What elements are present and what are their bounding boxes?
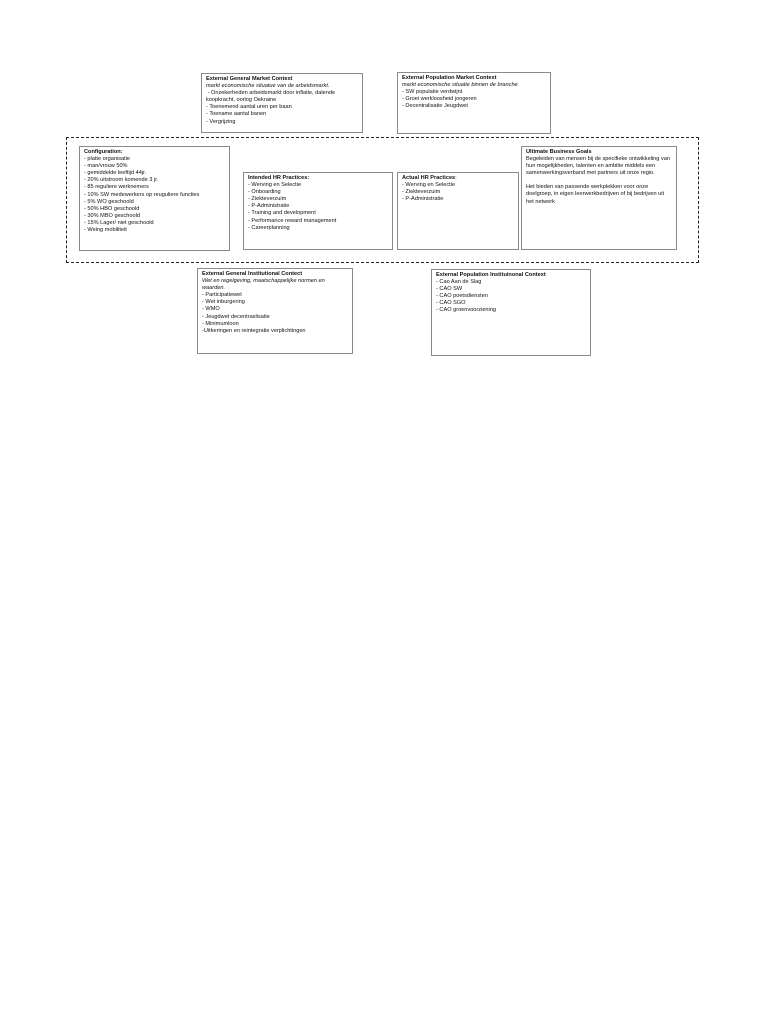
box-subtitle: Wet en regelgeving, maatschappelijke normen en waarden. bbox=[202, 278, 325, 292]
list-item: - platte organisatie bbox=[84, 156, 131, 163]
goal-paragraph: Het bieden van passende werkplekken voor onze doelgroep, in eigen leerwerkbedrijven of bij bedrijven uit het netwerk bbox=[526, 184, 665, 205]
list-item: - CAO SGO bbox=[436, 300, 466, 307]
list-item: - Jeugdwet decentraslisatie bbox=[202, 313, 270, 320]
list-item: - CAO poetsdiensten bbox=[436, 293, 488, 300]
actual-hr-practices-box bbox=[397, 172, 519, 250]
list-item: - SW populatie verdwijnt bbox=[402, 89, 463, 96]
list-item: - Performance reward management bbox=[248, 217, 337, 224]
list-item: - Training and development bbox=[248, 210, 316, 217]
external-population-market-context-box bbox=[397, 72, 551, 134]
box-title: Intended HR Practices: bbox=[248, 175, 310, 181]
list-item: - Onboarding bbox=[248, 189, 281, 196]
list-item: - Toenemend aantal uren per baan bbox=[206, 104, 292, 111]
list-item: - man/vrouw 50% bbox=[84, 163, 128, 170]
list-item: - Decentralisatie Jeugdwet bbox=[402, 103, 468, 110]
list-item: - Werving en Selectie bbox=[402, 182, 456, 189]
box-title-row bbox=[402, 175, 514, 182]
ultimate-business-goals-box bbox=[521, 146, 677, 250]
list-item: - Wet inburgering bbox=[202, 299, 245, 306]
list-item: - Groei werkloosheid jongeren bbox=[402, 96, 477, 103]
list-item: - Werving en Selectie bbox=[248, 182, 302, 189]
intended-hr-practices-box bbox=[243, 172, 393, 250]
box-title: Actual HR Practices bbox=[402, 175, 456, 181]
box-title: External Population Market Context bbox=[402, 75, 497, 81]
box-title: External General Institutional Contect bbox=[202, 271, 303, 277]
list-item: - WMO bbox=[202, 306, 220, 313]
list-item: - Cao Aan de Slag bbox=[436, 279, 482, 286]
list-item: - Careerplanning bbox=[248, 224, 290, 231]
list-item: - Toename aantal banen bbox=[206, 111, 267, 118]
list-item: - Onzekerheden arbeidsmarkt door inflatie, dalende koopkracht, oorlog Oekraine bbox=[206, 90, 337, 104]
box-title: Configuration: bbox=[84, 149, 123, 155]
list-item: - Minimumloon bbox=[202, 320, 239, 327]
list-item: - P-Administratie bbox=[402, 196, 444, 203]
list-item: - Vergrijzing bbox=[206, 118, 236, 125]
list-item: - 5% WO geschoold bbox=[84, 198, 134, 205]
box-subtitle: markt economische situatue van de arbeidsmarkt. bbox=[206, 83, 330, 90]
configuration-box bbox=[79, 146, 230, 251]
list-item: - 10% SW medewerkers op reuguliere functies bbox=[84, 191, 200, 198]
list-item: - Ziekteverzuim bbox=[248, 196, 287, 203]
list-item: -Uitkeringen en reintegratie verplichtingen bbox=[202, 327, 306, 334]
list-item: - CAO SW bbox=[436, 286, 463, 293]
list-item: - Participatiewet bbox=[202, 292, 242, 299]
goal-paragraph: Begeleiden van mensen bij de specifieke ontwikkeling van hun mogelijkheden, talenten en ambitie middels een samenwerkingsverband met partners uit onze regio. bbox=[526, 156, 670, 177]
box-title: External General Market Context bbox=[206, 76, 293, 82]
box-title: Ultimate Business Goals bbox=[526, 149, 592, 155]
list-item: - gemiddelde leeftijd 44jr. bbox=[84, 170, 147, 177]
box-subtitle: markt economische situatie binnen de branche bbox=[402, 82, 518, 89]
external-general-institutional-context-box bbox=[197, 268, 353, 354]
external-general-market-context-box bbox=[201, 73, 363, 133]
list-item: - Ziekteverzuim bbox=[402, 189, 441, 196]
list-item: - 20% uitstroom komende 3 jr. bbox=[84, 177, 159, 184]
box-title: External Population Instituinonal Context bbox=[436, 272, 546, 278]
box-title-suffix: : bbox=[455, 175, 457, 181]
list-item: - P-Administratie bbox=[248, 203, 290, 210]
list-item: - 15% Lager/ niet geschoold bbox=[84, 219, 154, 226]
list-item: - CAO groenvoorziening bbox=[436, 307, 497, 314]
list-item: - Weing mobiliteit bbox=[84, 227, 127, 234]
external-population-institutional-context-box bbox=[431, 269, 591, 356]
list-item: - 30% MBO geschoold bbox=[84, 212, 140, 219]
list-item: - 50% HBO geschoold bbox=[84, 205, 140, 212]
list-item: - 85 reguliere werknemers bbox=[84, 184, 149, 191]
